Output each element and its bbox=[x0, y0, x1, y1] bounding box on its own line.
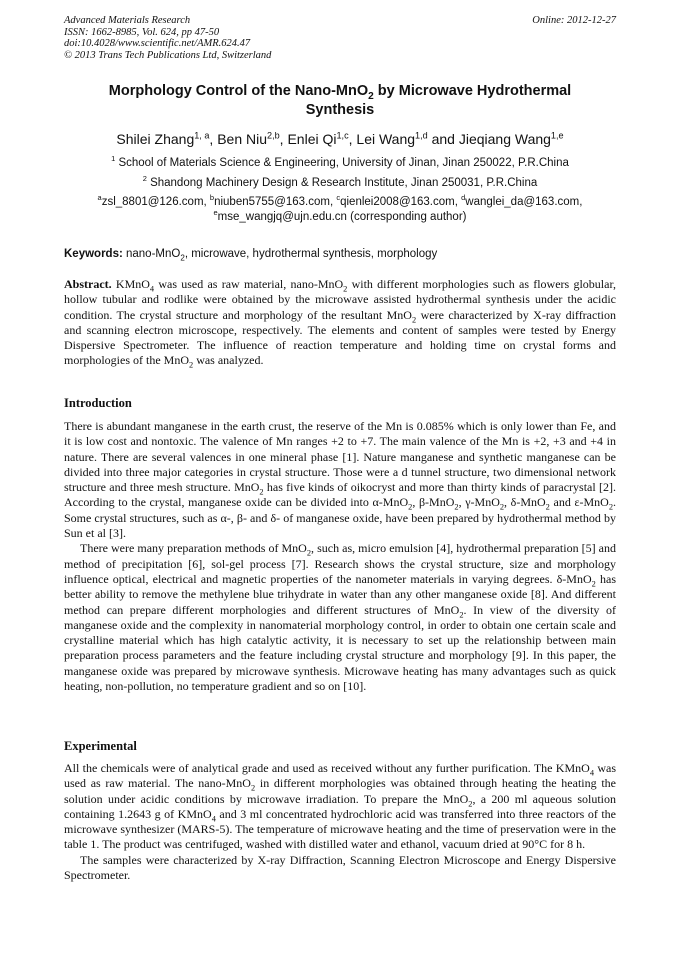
author-list bbox=[64, 130, 616, 148]
author-name: Ben Niu bbox=[217, 131, 268, 147]
intro-sub: 2 bbox=[454, 502, 459, 512]
author-sep: , bbox=[279, 131, 288, 147]
email-link[interactable]: qienlei2008@163.com, bbox=[340, 196, 462, 208]
intro-text: and ε-MnO bbox=[549, 495, 609, 510]
exp-sub: 4 bbox=[211, 814, 216, 824]
intro-text: There were many preparation methods of MnO bbox=[80, 541, 307, 556]
title-text-cont: by Microwave Hydrothermal bbox=[373, 83, 572, 99]
email-sup: b bbox=[209, 193, 215, 203]
keywords-text-cont: , microwave, hydrothermal synthesis, morphology bbox=[184, 248, 438, 260]
journal-issn: ISSN: 1662-8985, Vol. 624, pp 47-50 bbox=[64, 26, 220, 38]
abstract-text: with different morphologies such as flowers globular, hollow tubular and rodlike were obtained by the microwave assisted hydrothermal synthesis under the acidic condition. The crystal structure and morphology of the resultant MnO bbox=[64, 277, 616, 322]
exp-sub: 2 bbox=[250, 783, 256, 793]
abstract-sub: 2 bbox=[343, 284, 348, 294]
title-text: Morphology Control of the Nano-MnO bbox=[108, 83, 369, 99]
author-sup: 2,b bbox=[267, 130, 280, 141]
journal-doi: doi:10.4028/www.scientific.net/AMR.624.47 bbox=[64, 38, 251, 49]
keywords-label: Keywords: bbox=[64, 248, 123, 260]
intro-text: , γ-MnO bbox=[458, 495, 500, 510]
experimental-body bbox=[64, 761, 616, 883]
author-sep: , bbox=[209, 131, 218, 147]
exp-text: and 3 ml concentrated hydrochloric acid was transferred into three reactors of the microwave synthesizer (MARS-5). The temperature of microwave heating and the time of preservation were in the table 1. The product was centrifuged, washed with distilled water and ethanol, vacuum dried at 90°C for 8 h. bbox=[64, 806, 617, 852]
author-name: Shilei Zhang bbox=[116, 131, 195, 147]
online-date: Online: 2012-12-27 bbox=[532, 15, 616, 26]
intro-sub: 2 bbox=[591, 579, 596, 589]
email-sup: e bbox=[213, 207, 218, 217]
intro-sub: 2 bbox=[459, 609, 464, 619]
exp-text: was used as raw material. The nano-MnO bbox=[64, 761, 616, 791]
email-link[interactable]: zsl_8801@126.com, bbox=[101, 196, 210, 208]
intro-sub: 2 bbox=[499, 502, 505, 512]
journal-header bbox=[64, 15, 616, 61]
author-sup: 1,e bbox=[550, 130, 564, 141]
intro-text: has five kinds of oikocryst and more than thirty kinds of paracrystal [2]. According to the crystal, manganese oxide can be divided into α-MnO bbox=[64, 480, 616, 510]
exp-text: in different morphologies was obtained through heating the heating the solution under acidic conditions by microwave irradiation. To prepare the MnO bbox=[64, 776, 616, 806]
author-sup: 1, a bbox=[194, 130, 210, 141]
abstract-text: KMnO bbox=[111, 277, 150, 291]
keywords-sub: 2 bbox=[180, 253, 185, 263]
intro-text: , β-MnO bbox=[412, 495, 455, 510]
keywords bbox=[64, 247, 616, 261]
abstract-sub: 4 bbox=[149, 284, 155, 294]
exp-paragraph-1 bbox=[64, 761, 616, 853]
intro-sub: 2 bbox=[259, 487, 264, 497]
keywords-text: nano-MnO bbox=[122, 248, 181, 260]
email-link[interactable]: wanglei_da@163.com, bbox=[465, 196, 583, 208]
email-sup: a bbox=[97, 193, 102, 203]
affiliation-sup: 2 bbox=[142, 174, 147, 184]
intro-sub: 2 bbox=[408, 502, 413, 512]
author-name: Lei Wang bbox=[356, 131, 416, 147]
author-sep: and bbox=[427, 131, 459, 147]
journal-name: Advanced Materials Research bbox=[64, 15, 191, 26]
author-sup: 1,d bbox=[415, 130, 428, 141]
affiliation-1 bbox=[64, 156, 616, 170]
intro-sub: 2 bbox=[306, 548, 312, 558]
author-sep: , bbox=[348, 131, 357, 147]
journal-copyright: © 2013 Trans Tech Publications Ltd, Switzerland bbox=[64, 49, 272, 61]
intro-text: . Some crystal structures, such as α-, β- and δ- of manganese oxide, have been prepared by hydrothermal method by Sun et al [3]. bbox=[64, 495, 617, 541]
author-sup: 1,c bbox=[336, 130, 349, 141]
author-name: Jieqiang Wang bbox=[458, 131, 551, 147]
intro-paragraph-2 bbox=[64, 541, 616, 694]
email-link[interactable]: mse_wangjq@ujn.edu.cn (corresponding author) bbox=[217, 210, 467, 223]
paper-title bbox=[64, 82, 616, 120]
affiliation-text: School of Materials Science & Engineering, University of Jinan, Jinan 250022, P.R.China bbox=[115, 157, 569, 169]
intro-text: has better ability to remove the methylene blue trihydrate in water than any other manganese oxide [8]. And different method can prepare different morphologies and different structures of MnO bbox=[64, 571, 616, 617]
exp-paragraph-2: The samples were characterized by X-ray Diffraction, Scanning Electron Microscope and Energy Dispersive Spectrometer. bbox=[64, 852, 616, 883]
intro-text: . In view of the diversity of manganese oxide and the complexity in nanomaterial morphology control, in order to obtain one certain scale and crystalline material which has high catalytic activity, it is necessary to set up the relationship between main preparation process parameters and the feature including crystal structure and morphology [9]. In this paper, the manganese oxide was prepared by microwave synthesis. Microwave heating has many advantages such as quick heating, non-pollution, no temperature gradient and so on [10]. bbox=[64, 602, 617, 694]
intro-text: , δ-MnO bbox=[504, 495, 546, 510]
exp-sub: 4 bbox=[589, 768, 594, 778]
intro-text: , such as, micro emulsion [4], hydrothermal preparation [5] and method of precipitation [6], sol-gel process [7]. Research shows the crystal structure, size and morphology influence optical, electrical and magnetic properties of the nanometer materials in varying degrees. δ-MnO bbox=[64, 541, 617, 586]
exp-text: All the chemicals were of analytical grade and used as received without any further purification. The KMnO bbox=[64, 761, 590, 775]
title-subscript: 2 bbox=[368, 90, 374, 102]
section-heading-experimental: Experimental bbox=[64, 739, 137, 753]
author-emails bbox=[64, 195, 616, 224]
abstract-label: Abstract. bbox=[64, 277, 112, 291]
intro-text: There is abundant manganese in the earth crust, the reserve of the Mn is 0.085% which is only lower than Fe, and it is low cost and nontoxic. The valence of Mn ranges +2 to +7. The main valence of the Mn is +2, +3 and +4 in nature. There are several valences in one mineral phase [1]. Nature manganese and synthetic manganese can be divided into three major categories in crystal structure. Those were a d tunnel structure, two dimensional network structure and three mesh structure. MnO bbox=[64, 419, 616, 495]
introduction-body bbox=[64, 419, 616, 694]
exp-sub: 2 bbox=[468, 798, 473, 808]
section-heading-introduction: Introduction bbox=[64, 396, 132, 410]
abstract-text: was analyzed. bbox=[193, 353, 264, 368]
abstract-text: was used as raw material, nano-MnO bbox=[154, 277, 344, 291]
intro-paragraph-1 bbox=[64, 419, 616, 541]
intro-sub: 2 bbox=[545, 502, 550, 512]
email-sup: d bbox=[461, 193, 466, 203]
abstract-text: were characterized by X-ray diffraction and scanning electron microscope, respectively. The elements and content of samples were tested by Energy Dispersive Spectrometer. The influence of reaction temperature and holding time on crystal forms and morphologies of the MnO bbox=[64, 307, 617, 368]
email-link[interactable]: niuben5755@163.com, bbox=[214, 196, 337, 208]
abstract-sub: 2 bbox=[189, 360, 194, 370]
author-name: Enlei Qi bbox=[287, 131, 337, 147]
intro-sub: 2 bbox=[608, 502, 614, 512]
affiliation-2 bbox=[64, 176, 616, 190]
exp-text: , a 200 ml aqueous solution containing 1.2643 g of KMnO bbox=[64, 791, 616, 821]
abstract-sub: 2 bbox=[411, 314, 417, 324]
affiliation-text: Shandong Machinery Design & Research Institute, Jinan 250031, P.R.China bbox=[146, 177, 538, 189]
email-sup: c bbox=[336, 193, 341, 203]
abstract bbox=[64, 277, 616, 369]
affiliation-sup: 1 bbox=[111, 154, 116, 164]
title-line-2: Synthesis bbox=[305, 102, 375, 118]
